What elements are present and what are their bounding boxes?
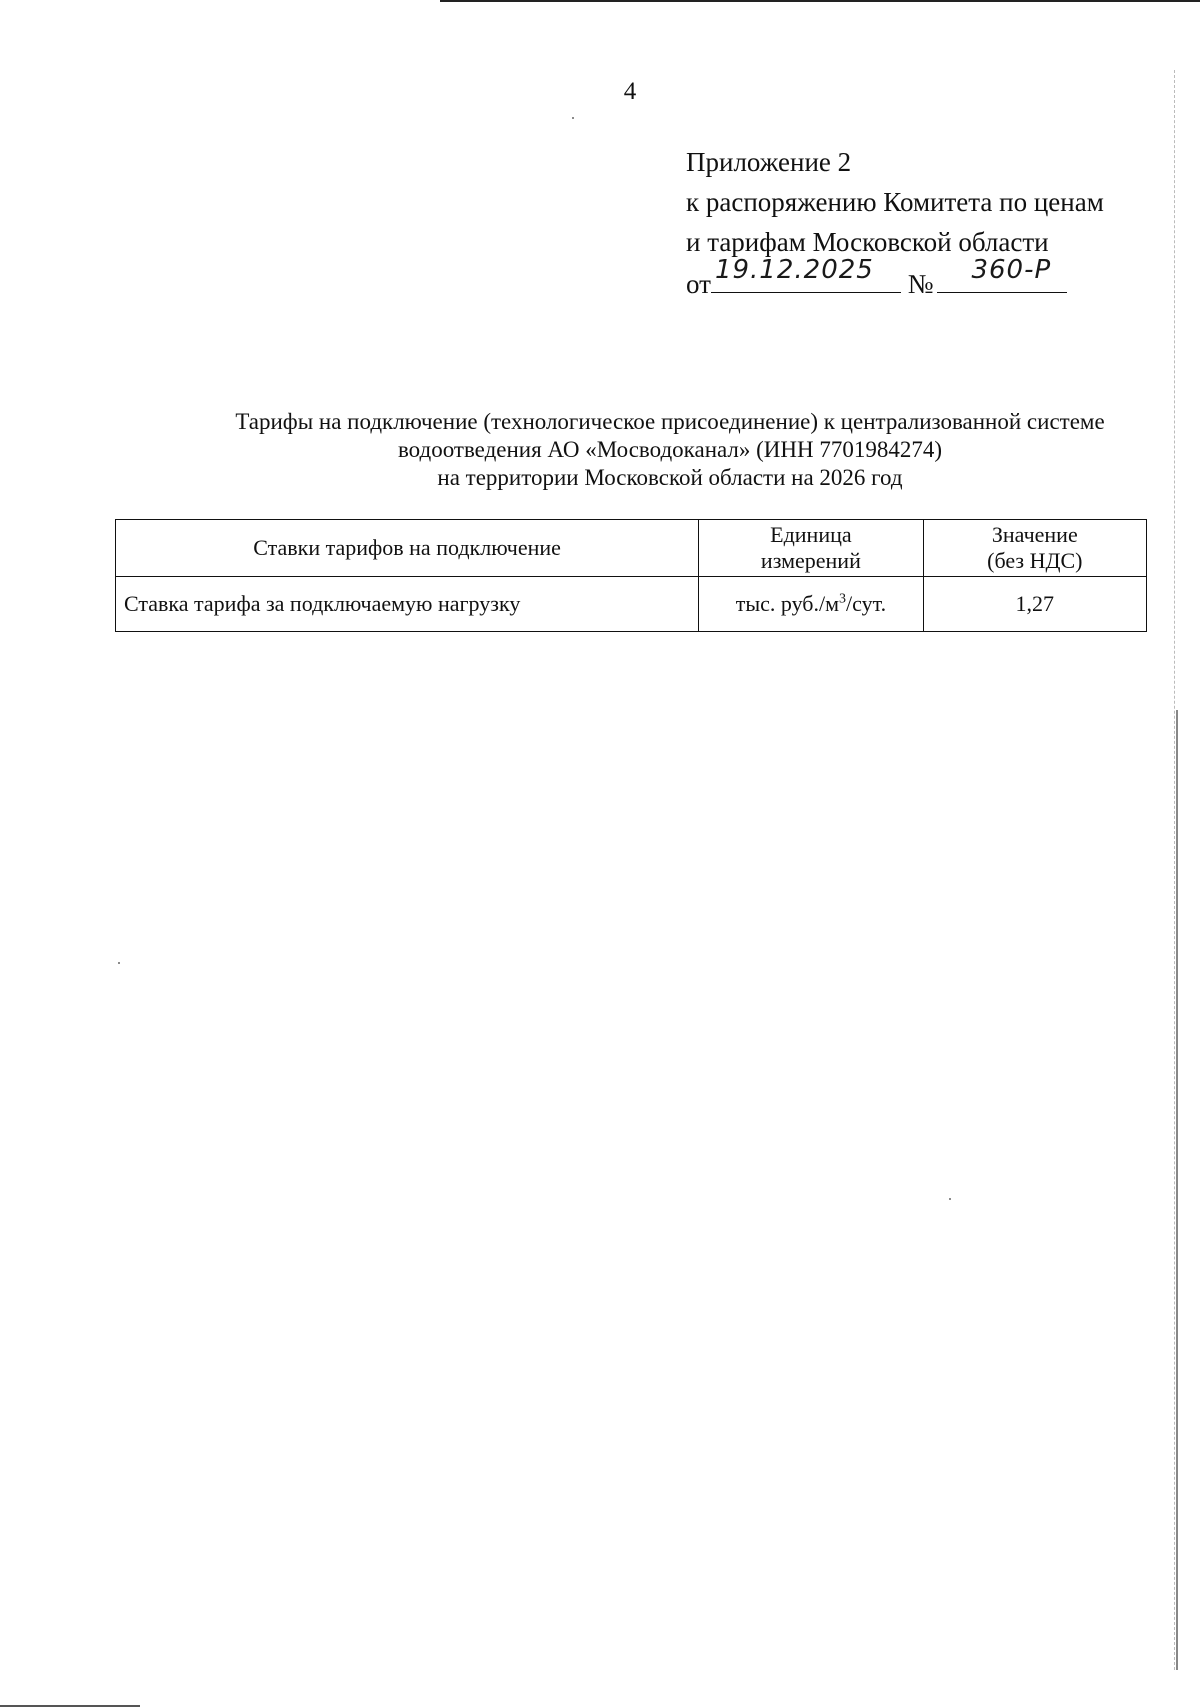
cell-unit: тыс. $руб./м^3$/сут. [699,577,923,632]
scan-speck [949,1198,951,1200]
table-header-row [116,520,1147,577]
header-unit: Единица измерений [699,520,923,577]
scan-speck [572,117,574,119]
header-rate: Ставки тарифов на подключение [116,520,699,577]
appendix-date-line [686,255,1104,304]
number-prefix: № [907,269,934,299]
scan-edge-top [440,0,1200,2]
scan-edge-right-dark [1176,710,1178,1670]
page-number: 4 [623,78,637,105]
header-value: Значение (без НДС) [923,520,1146,577]
number-field [937,255,1067,293]
appendix-line-3: и тарифам Московской области [686,227,1049,257]
appendix-line-1: Приложение 2 [686,147,852,177]
cell-value: 1,27 [923,577,1146,632]
scan-speck [118,962,120,964]
appendix-block [686,142,1104,304]
tariff-table [115,519,1147,632]
document-title [170,408,1170,492]
date-prefix: от [686,269,711,299]
date-field [711,255,901,293]
title-line-2: водоотведения АО «Мосводоканал» (ИНН 7701984274) [397,437,943,462]
title-line-1: Тарифы на подключение (технологическое присоединение) к централизованной системе [235,409,1105,434]
handwritten-number: 360-Р [971,255,1052,285]
title-line-3: на территории Московской области на 2026 год [437,465,903,490]
table-row [116,577,1147,632]
cell-rate-name: Ставка тарифа за подключаемую нагрузку [116,577,699,632]
handwritten-date: 19.12.2025 [714,255,874,285]
appendix-line-2: к распоряжению Комитета по ценам [686,187,1104,217]
